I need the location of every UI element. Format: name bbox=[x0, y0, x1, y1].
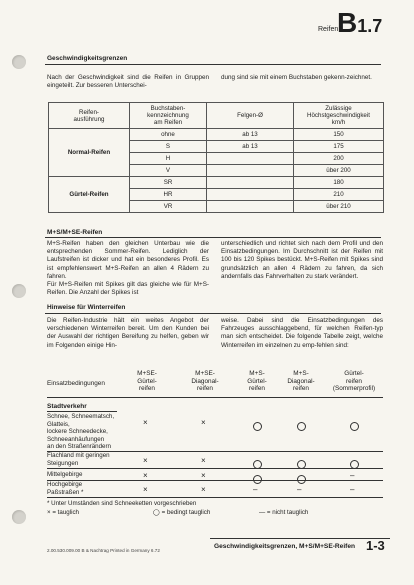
not-suitable-dash-icon: – bbox=[350, 485, 355, 494]
ms-left-paragraph: M+S-Reifen haben den gleichen Unterbau wie die entsprechenden Sommer-Reifen. Lediglich der Laufstreifen ist dicker und hat ein besonderes Profil. Es ist empfehlenswert M+S-Reifen an allen 4 Rädern zu fahren. Für M+S-Reifen mit Spikes gilt das gleiche wie für M+S-Reifen. Die Anzahl der Spikes ist bbox=[47, 240, 209, 297]
divider bbox=[47, 497, 383, 498]
footnote-snow-chains: * Unter Umständen sind Schneeketten vorgeschrieben bbox=[47, 500, 197, 507]
header-code-letter: B bbox=[337, 7, 358, 38]
group-normal-tyres: Normal-Reifen bbox=[49, 129, 130, 177]
cell-code: S bbox=[130, 141, 207, 153]
row-label-snow: Schnee, Schneematsch, Glatteis, lockere Schneedecke, Schneeanhäufungen an den Straßenrändern bbox=[47, 413, 115, 451]
winter-right-paragraph: weise. Dabei sind die Einsatzbedingungen des Fahrzeuges ausschlaggebend, für welchen Reifen-typ man sich entscheidet. Die folgende Tabelle zeigt, welche Winterreifen im einzelnen zu emp-fehlen sind: bbox=[221, 317, 383, 349]
cell-rim bbox=[207, 165, 294, 177]
suitable-cross-icon: × bbox=[201, 418, 206, 427]
legend-suitable: × = tauglich bbox=[47, 509, 79, 516]
header-tyre-type: Reifen- ausführung bbox=[49, 103, 130, 129]
cell-speed: 150 bbox=[294, 129, 384, 141]
header-mse-radial: M+SE- Gürtel- reifen bbox=[137, 370, 157, 392]
cell-rim bbox=[207, 177, 294, 189]
page-number: 1-3 bbox=[366, 538, 385, 553]
conditional-circle-icon bbox=[350, 418, 359, 436]
divider bbox=[45, 237, 381, 238]
suitable-cross-icon: × bbox=[201, 456, 206, 465]
header-max-speed: Zulässige Höchstgeschwindigkeit km/h bbox=[294, 103, 384, 129]
suitable-cross-icon: × bbox=[201, 485, 206, 494]
row-label-flatland: Flachland mit geringen Steigungen bbox=[47, 452, 110, 467]
cell-rim: ab 13 bbox=[207, 141, 294, 153]
circle-shape bbox=[253, 422, 262, 431]
divider bbox=[47, 468, 383, 469]
winter-left-paragraph: Die Reifen-Industrie hält ein weites Angebot der verschiedenen Winterreifen bereit. Um den Kunden bei der Auswahl der richtigen Bereifung zu helfen, geben wir im Folgenden einige Hin- bbox=[47, 317, 209, 349]
cell-speed: 200 bbox=[294, 153, 384, 165]
header-section: Reifen bbox=[318, 26, 339, 33]
cell-code: VR bbox=[130, 201, 207, 213]
group-radial-tyres: Gürtel-Reifen bbox=[49, 177, 130, 213]
binder-hole bbox=[12, 510, 26, 524]
cell-rim: ab 13 bbox=[207, 129, 294, 141]
footer-title: Geschwindigkeitsgrenzen, M+S/M+SE-Reifen bbox=[214, 543, 356, 550]
binder-hole bbox=[12, 55, 26, 69]
intro-right-paragraph: dung sind sie mit einem Buchstaben gekenn-zeichnet. bbox=[221, 74, 372, 81]
cell-speed: 180 bbox=[294, 177, 384, 189]
not-suitable-dash-icon: – bbox=[253, 485, 258, 494]
divider bbox=[47, 480, 383, 481]
conditional-circle-icon bbox=[253, 418, 262, 436]
cell-speed: über 200 bbox=[294, 165, 384, 177]
circle-shape bbox=[350, 422, 359, 431]
suitable-cross-icon: × bbox=[143, 485, 148, 494]
suitable-cross-icon: × bbox=[201, 471, 206, 480]
cell-rim bbox=[207, 189, 294, 201]
header-code-number: 1.7 bbox=[357, 16, 383, 36]
divider bbox=[45, 64, 381, 65]
group-city-traffic: Stadtverkehr bbox=[47, 403, 87, 410]
section-title-ms-tyres: M+S/M+SE-Reifen bbox=[47, 229, 103, 236]
divider bbox=[210, 538, 390, 539]
suitable-cross-icon: × bbox=[143, 456, 148, 465]
binder-hole bbox=[12, 284, 26, 298]
speed-category-table bbox=[48, 102, 384, 213]
header-mse-diagonal: M+SE- Diagonal- reifen bbox=[191, 370, 219, 392]
legend-conditionally-suitable: ◯ = bedingt tauglich bbox=[153, 509, 211, 516]
cell-code: SR bbox=[130, 177, 207, 189]
cell-speed: über 210 bbox=[294, 201, 384, 213]
cell-rim bbox=[207, 201, 294, 213]
divider bbox=[45, 313, 381, 314]
cell-speed: 175 bbox=[294, 141, 384, 153]
divider bbox=[47, 397, 383, 398]
cell-code: ohne bbox=[130, 129, 207, 141]
row-label-high-mountains: Hochgebirge Paßstraßen * bbox=[47, 481, 84, 496]
header-conditions: Einsatzbedingungen bbox=[47, 380, 105, 387]
header-letter-code: Buchstaben- kennzeichnung am Reifen bbox=[130, 103, 207, 129]
ms-right-paragraph: unterschiedlich und richtet sich nach dem Profil und den Einsatzbedingungen. Im Durchschnitt ist der Reifen mit 100 bis 120 Spikes bestückt. M+S-Reifen mit Spikes sind grundsätzlich an allen 4 Rädern zu fahren, da sich andernfalls das Fahrverhalten zu stark verändert. bbox=[221, 240, 383, 280]
section-title-speed-limits: Geschwindigkeitsgrenzen bbox=[47, 55, 128, 62]
intro-left-paragraph: Nach der Geschwindigkeit sind die Reifen in Gruppen eingeteilt. Zur besseren Unterschei- bbox=[47, 74, 209, 90]
cell-code: HR bbox=[130, 189, 207, 201]
cell-code: H bbox=[130, 153, 207, 165]
header-code bbox=[337, 8, 382, 41]
header-radial-summer: Gürtel- reifen (Sommerprofil) bbox=[332, 370, 376, 392]
suitable-cross-icon: × bbox=[143, 471, 148, 480]
suitable-cross-icon: × bbox=[143, 418, 148, 427]
header-ms-diagonal: M+S- Diagonal- reifen bbox=[287, 370, 315, 392]
conditional-circle-icon bbox=[297, 418, 306, 436]
not-suitable-dash-icon: – bbox=[297, 485, 302, 494]
legend-not-suitable: — = nicht tauglich bbox=[259, 509, 309, 516]
header-rim-diameter: Felgen-Ø bbox=[207, 103, 294, 129]
row-label-low-mountains: Mittelgebirge bbox=[47, 471, 83, 478]
print-info: 2.00.530.009.00 B & Nachtrag Printed in Germany 6.72 bbox=[47, 548, 160, 553]
section-title-winter-tyres: Hinweise für Winterreifen bbox=[47, 304, 126, 311]
cell-rim bbox=[207, 153, 294, 165]
divider bbox=[47, 411, 117, 412]
not-suitable-dash-icon: – bbox=[350, 471, 355, 480]
cell-speed: 210 bbox=[294, 189, 384, 201]
header-ms-radial: M+S- Gürtel- reifen bbox=[247, 370, 267, 392]
cell-code: V bbox=[130, 165, 207, 177]
circle-shape bbox=[297, 422, 306, 431]
